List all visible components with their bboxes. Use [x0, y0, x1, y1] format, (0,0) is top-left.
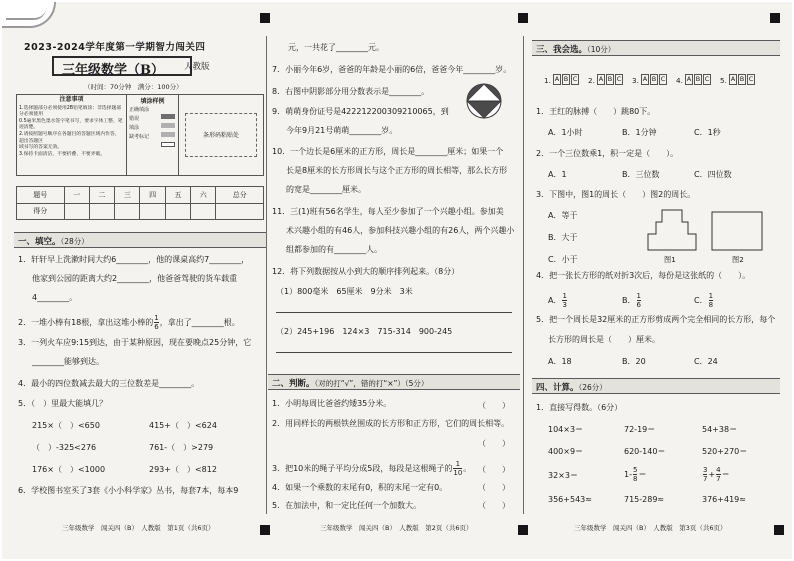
calc-text: ＝: [638, 470, 647, 479]
fraction-denominator: 10: [453, 469, 463, 477]
section-title: 二、判断。: [272, 379, 315, 389]
subject-box: [52, 56, 192, 76]
question-line: 4．把一张长方形的纸对折3次后，每份是这张纸的（ ）。: [536, 271, 751, 280]
fraction-denominator: 7: [716, 475, 721, 483]
answer-bubbles: [544, 74, 766, 86]
judge-item: 2．用同样长的两根铁丝围成的长方形和正方形，它们的周长相等。: [272, 419, 510, 428]
judge-item: 5．在加法中，和一定比任何一个加数大。: [272, 501, 422, 510]
question-line: 10．一个边长是6厘米的正方形，周长是________厘米；如果一个: [272, 147, 504, 156]
choice: B．1分钟: [622, 128, 657, 137]
inequality: 176×（ ）<1000: [32, 465, 106, 474]
score-cell[interactable]: [115, 203, 140, 220]
score-row: [17, 203, 264, 220]
figure-2-rectangle: [710, 210, 766, 252]
exam-title: 2023-2024学年度第一学期智力闯关四: [24, 42, 206, 53]
judge-bracket[interactable]: （ ）: [478, 501, 510, 510]
option-bubble-c[interactable]: C: [616, 75, 622, 83]
question-line: 11．三(1)班有56名学生，每人至少参加了一个兴趣小组。参加美: [272, 207, 504, 216]
figure-1-stair-shape: [644, 208, 700, 252]
judge-item: [272, 460, 471, 477]
fraction: [562, 292, 566, 309]
score-cell[interactable]: [64, 203, 89, 220]
option-bubble-b[interactable]: B: [695, 75, 701, 83]
alignment-mark: [518, 525, 528, 535]
fraction-numerator: 1: [636, 292, 641, 300]
fraction-denominator: 8: [632, 475, 638, 483]
page-fold-corner: [2, 2, 56, 28]
section-header: [532, 40, 780, 56]
judge-item: 4．如果一个乘数的末尾有0，积的末尾一定有0。: [272, 483, 448, 492]
inequality: 761-（ ）>279: [149, 443, 214, 452]
notes-title: 注意事项: [59, 96, 84, 103]
section-title: 三、我会选。: [536, 45, 588, 55]
score-header: 一: [64, 187, 89, 204]
score-table: [16, 186, 264, 220]
question-line: 3．下图中，图1的周长（ ）图2的周长。: [536, 190, 696, 199]
page-1: [14, 36, 266, 514]
calc-item: 376+419≈: [702, 495, 746, 504]
fraction-numerator: 3: [703, 466, 708, 474]
calc-item: 356+543≈: [548, 495, 592, 504]
question-line: 的宽是________厘米。: [286, 185, 366, 194]
section-score: （26分）: [578, 383, 607, 392]
question-line: 1．王红的脉搏（ ）跳80下。: [536, 107, 656, 116]
edition-label: 人教版: [184, 62, 210, 72]
judge-bracket[interactable]: （ ）: [478, 465, 510, 474]
exam-meta: （时间：70分钟 满分：100分）: [84, 83, 183, 91]
option-bubble-c[interactable]: C: [572, 75, 578, 83]
calc-item: $\frac{3}{7}$ + $\frac{4}{7}$ ＝: [703, 466, 730, 483]
question-line: 3．一列火车应9:15到达，由于某种原因，现在要晚点25分钟，它: [18, 338, 252, 347]
score-header: 总分: [216, 187, 264, 204]
choice: A．1: [548, 170, 567, 179]
option-bubble-b[interactable]: B: [563, 75, 569, 83]
note-line: 3.保持卡面清洁，不要折叠、不要弄破。: [19, 151, 106, 157]
question-line: （1）800毫米 65厘米 9分米 3米: [276, 287, 413, 296]
choice-letter: B．: [622, 296, 636, 305]
question-line: 5．（ ）里最大能填几？: [18, 399, 108, 408]
question-line: 组都参加的有________人。: [286, 245, 382, 254]
choice: B．20: [622, 357, 646, 366]
section-score: （28分）: [60, 237, 89, 246]
judge-bracket[interactable]: （ ）: [478, 401, 510, 410]
page-footer: 三年级数学 闯关四（B） 人教版 第1页（共6页）: [62, 524, 215, 532]
inequality: 215×（ ）<650: [32, 421, 100, 430]
choice: A．等于: [548, 211, 578, 220]
score-header: 题号: [17, 187, 65, 204]
inequality: 415+（ ）<624: [149, 421, 217, 430]
section-score: （10分）: [587, 45, 616, 54]
question-line: 2．一个三位数乘1，积一定是（ ）。: [536, 149, 679, 158]
score-cell[interactable]: [191, 203, 216, 220]
barcode-area: 条形码粘贴处: [185, 113, 257, 157]
fraction-denominator: 6: [636, 301, 641, 309]
fraction-numerator: 5: [632, 466, 638, 474]
choice: [622, 292, 642, 309]
alignment-mark: [774, 525, 784, 535]
fraction-denominator: 3: [562, 301, 567, 309]
figure-2-label: 图2: [732, 255, 744, 264]
score-cell[interactable]: [165, 203, 190, 220]
option-group-label: 4.: [676, 76, 683, 85]
choice: C．1秒: [694, 128, 721, 137]
calc-item: 54+38＝: [702, 425, 738, 434]
calc-item: 620-140＝: [624, 447, 666, 456]
question-line: [18, 314, 240, 331]
option-group-label: 3.: [632, 76, 639, 85]
fill-sample: [127, 95, 179, 175]
option-bubble-a[interactable]: A: [730, 75, 736, 83]
page-footer: 三年级数学 闯关四（B） 人教版 第2页（共6页）: [320, 524, 473, 532]
fraction: [154, 314, 158, 331]
score-cell[interactable]: [140, 203, 165, 220]
question-text: ，拿出了________根。: [159, 318, 240, 327]
page-footer: 三年级数学 闯关四（B） 人教版 第3页（共6页）: [574, 524, 727, 532]
judge-bracket[interactable]: （ ）: [478, 439, 510, 448]
calc-item: 715-289≈: [624, 495, 665, 504]
question-line: 他家到公园的距离大约2________，他爸爸驾驶的货车载重: [32, 274, 238, 283]
question-line: 今年9月21号萌萌________岁。: [286, 126, 398, 135]
section-header: [532, 378, 780, 394]
inequality: （ ）-325<276: [32, 443, 97, 452]
absent-bubble[interactable]: [161, 142, 175, 147]
option-bubble-b[interactable]: B: [739, 75, 745, 83]
fraction-denominator: 7: [703, 475, 708, 483]
note-line: 域书写的答案无效。: [19, 145, 63, 151]
option-group-label: 1.: [544, 76, 551, 85]
column-divider: [266, 36, 267, 514]
option-bubble-a[interactable]: A: [642, 75, 648, 83]
score-cell[interactable]: [89, 203, 114, 220]
shaded-circle-figure: [465, 82, 503, 120]
answer-line[interactable]: [276, 312, 512, 313]
question-line: 长方形的周长是（ ）厘米。: [548, 335, 660, 344]
fraction: [703, 466, 707, 483]
question-line: 1．直接写得数。（6分）: [536, 403, 623, 412]
question-line: 4．最小的四位数减去最大的三位数差是________。: [18, 379, 200, 388]
fraction-numerator: 4: [716, 466, 721, 474]
notes: [17, 95, 127, 175]
alignment-mark: [770, 13, 780, 23]
section-score: （对的打“√”，错的打“×”）（5分）: [314, 379, 429, 388]
fraction-numerator: 1: [708, 292, 714, 300]
alignment-mark: [260, 13, 270, 23]
score-cell[interactable]: [216, 203, 264, 220]
fraction-numerator: 1: [154, 314, 159, 322]
calc-item: [624, 466, 646, 483]
choice-letter: C．: [694, 296, 708, 305]
fraction: [637, 292, 641, 309]
fill-row: 填涂: [129, 125, 140, 131]
question-line: 术兴趣小组的有46人，参加科技兴趣小组的有26人，两个兴趣小: [286, 226, 515, 235]
choice: B．大于: [548, 233, 578, 242]
fill-row: 缺考标记: [129, 134, 150, 140]
option-bubble-b[interactable]: B: [651, 75, 657, 83]
section-header: [268, 374, 520, 390]
subject-title: 三年级数学（B）: [62, 63, 164, 78]
section-header: [14, 232, 266, 248]
choice: [548, 292, 568, 309]
calc-item: 520+270＝: [702, 447, 748, 456]
wrong-bubble: [161, 132, 175, 137]
wrong-bubble: [161, 123, 175, 128]
fraction-denominator: 8: [708, 301, 714, 309]
choice: A．18: [548, 357, 572, 366]
fraction-numerator: 1: [453, 460, 462, 469]
alignment-mark: [518, 13, 528, 23]
question-line: 4________。: [32, 293, 78, 302]
calc-item: 32×3＝: [548, 471, 578, 480]
choice-letter: A．: [548, 296, 562, 305]
judge-text: 。: [463, 464, 472, 473]
fill-sample-title: 填涂样例: [140, 98, 165, 105]
question-line: 8．右图中阴影部分用分数表示是________。: [272, 87, 430, 96]
question-line: 6．学校图书室买了3套《小小科学家》丛书，每套7本，每本9: [18, 486, 239, 495]
option-bubble-a[interactable]: A: [554, 75, 560, 83]
question-line: 7．小丽今年6岁，爸爸的年龄是小丽的6倍，爸爸今年________岁。: [272, 65, 512, 74]
question-line: 1．轩轩早上洗漱时间大约6________，他的课桌高约7________，: [18, 255, 250, 264]
option-bubble-b[interactable]: B: [607, 75, 613, 83]
score-header: 三: [115, 187, 140, 204]
page-2: [268, 36, 520, 514]
score-header: 四: [140, 187, 165, 204]
instructions-box: [16, 94, 264, 176]
option-bubble-c[interactable]: C: [704, 75, 710, 83]
filled-bubble: [161, 114, 175, 119]
option-bubble-a[interactable]: A: [686, 75, 692, 83]
fraction-denominator: 6: [154, 323, 159, 331]
fraction: [453, 460, 462, 477]
column-divider: [523, 36, 524, 514]
calc-text: ＝: [721, 470, 730, 479]
judge-text: 3．把10米的绳子平均分成5段，每段是这根绳子的: [272, 464, 453, 473]
calc-item: 72-19＝: [624, 425, 656, 434]
option-bubble-c[interactable]: C: [660, 75, 666, 83]
exam-sheet: [2, 2, 792, 559]
choice: A．1小时: [548, 128, 583, 137]
page-3: [532, 36, 780, 514]
fraction: [633, 466, 637, 483]
judge-item: 1．小明每周比爸爸约矮35分米。: [272, 399, 392, 408]
note-line: 2.请按照题号顺序在各题目的答题区域内作答，超出答题区: [19, 131, 120, 144]
fraction: [709, 292, 713, 309]
calc-item: 104×3＝: [548, 425, 584, 434]
calc-item: 400×9＝: [548, 447, 584, 456]
fraction-numerator: 1: [562, 292, 567, 300]
option-group-label: 2.: [588, 76, 595, 85]
note-line: 0.5毫米黑色墨水签字笔书写，要求字体工整、笔迹清楚。: [19, 118, 123, 131]
option-bubble-a[interactable]: A: [598, 75, 604, 83]
score-row-label: 得分: [17, 203, 65, 220]
fill-row: 错误: [129, 116, 140, 122]
choice: C．四位数: [694, 170, 732, 179]
choice: C．小于: [548, 255, 578, 264]
circle-svg: [465, 82, 503, 120]
page-fold-edge: [6, 8, 46, 20]
question-line: 长是8厘米的长方形周长与这个正方形的周长相等，那么长方形: [286, 166, 508, 175]
calc-text: 1-: [624, 470, 632, 479]
option-bubble-c[interactable]: C: [748, 75, 754, 83]
fraction: [716, 466, 720, 483]
choice: B．三位数: [622, 170, 660, 179]
score-header: 五: [165, 187, 190, 204]
choice: [694, 292, 714, 309]
question-line: ________能够到达。: [32, 357, 104, 366]
question-text: 2．一堆小棒有18根，拿出这堆小棒的: [18, 318, 154, 327]
score-header: 二: [89, 187, 114, 204]
note-line: 1.选择题部分必须使用2B铅笔填涂；非选择题部分必须使用: [19, 105, 122, 118]
question-line: 元，一共花了________元。: [288, 43, 384, 52]
answer-line[interactable]: [276, 352, 512, 353]
score-header-row: [17, 187, 264, 204]
question-line: （2）245+196 124×3 715-314 900-245: [276, 327, 453, 336]
question-line: 9．萌萌身份证号是422212200309210065，到: [272, 107, 449, 116]
question-line: 12．将下列数据按从小到大的顺序排列起来。（8分）: [272, 267, 460, 276]
score-header: 六: [191, 187, 216, 204]
figure-1-label: 图1: [664, 255, 676, 264]
inequality: 293+（ ）<812: [149, 465, 217, 474]
question-line: 5．把一个周长是32厘米的正方形剪成两个完全相同的长方形，每个: [536, 315, 776, 324]
fill-row: 正确填涂: [129, 107, 150, 113]
section-title: 一、填空。: [18, 237, 61, 247]
option-group-label: 5.: [720, 76, 727, 85]
choice: C．24: [694, 357, 718, 366]
judge-bracket[interactable]: （ ）: [478, 483, 510, 492]
alignment-mark: [260, 525, 270, 535]
section-title: 四、计算。: [536, 383, 579, 393]
